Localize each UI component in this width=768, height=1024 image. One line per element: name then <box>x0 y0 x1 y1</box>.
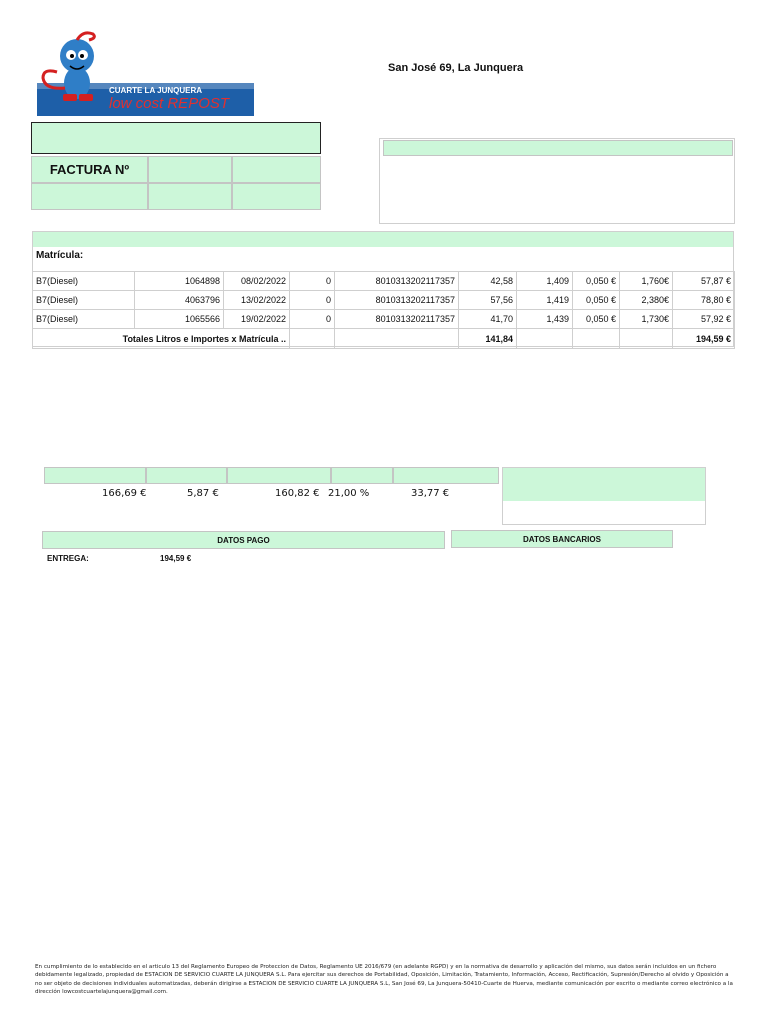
discount-cell: 0,050 € <box>573 272 620 291</box>
liters-cell: 57,56 <box>459 291 517 310</box>
unit-cell: 2,380€ <box>620 291 673 310</box>
entrega-value: 194,59 € <box>160 554 192 563</box>
tax-base-value: 166,69 € <box>102 488 147 499</box>
totals-label: Totales Litros e Importes x Matrícula .. <box>33 329 290 349</box>
ticket-cell: 1064898 <box>135 272 224 291</box>
legal-notice: En cumplimiento de lo establecido en el articulo 13 del Reglamento Europeo de Proteccion de Datos, Reglamento UE 2016/679 (en adelante RGPD) y en la normativa de desarrollo y aplicación del mismo, sus datos serán incluidos en un fichero debidamente legalizado, propiedad de ESTACION DE SERVICIO CUARTE LA JUNQUERA S.L. Para ejercitar sus derechos de Portabilidad, Oposición, Limitación, Tratamiento, Información, Acceso, Rectificación, Supresión/Derecho al olvido y Oposición a no ser objeto de decisiones individuales automatizadas, deberán dirigirse a ESTACION DE SERVICIO CUARTE LA JUNQUERA S.L, San José 69, La Junquera-50410-Cuarte de Huerva, mediante comunicación por escrito o mediante correo electrónico a la dirección lowcostcuartelajunquera@gmail.com. <box>35 964 733 996</box>
ticket-cell: 4063796 <box>135 291 224 310</box>
unit-cell: 1,730€ <box>620 310 673 329</box>
invoice-number-grid <box>31 156 321 210</box>
client-header-bar <box>383 140 733 156</box>
invoice-date-cell <box>232 156 321 183</box>
datos-bancarios-header: DATOS BANCARIOS <box>451 530 673 548</box>
discount-cell: 0,050 € <box>573 291 620 310</box>
zero-cell: 0 <box>290 310 335 329</box>
totals-liters: 141,84 <box>459 329 517 349</box>
price-cell: 1,409 <box>517 272 573 291</box>
table-row <box>33 310 735 329</box>
table-row <box>33 291 735 310</box>
tax-rate-value: 21,00 % <box>328 488 370 499</box>
tax-amount-value: 33,77 € <box>411 488 450 499</box>
logo-line2: low cost REPOST <box>109 95 230 112</box>
empty-cell <box>335 329 459 349</box>
empty-cell <box>573 329 620 349</box>
datos-pago-header: DATOS PAGO <box>42 531 445 549</box>
tax-header-bar <box>44 467 499 484</box>
amount-cell: 57,92 € <box>673 310 735 329</box>
tax-header-cell <box>146 467 227 484</box>
total-header-bar <box>503 468 705 501</box>
header-box <box>31 122 321 154</box>
zero-cell: 0 <box>290 291 335 310</box>
liters-cell: 41,70 <box>459 310 517 329</box>
tax-header-cell <box>331 467 393 484</box>
tax-net-value: 160,82 € <box>275 488 320 499</box>
invoice-number-cell <box>148 156 232 183</box>
date-cell: 08/02/2022 <box>224 272 290 291</box>
matricula-label: Matrícula: <box>36 250 84 261</box>
amount-cell: 57,87 € <box>673 272 735 291</box>
logo-line1: CUARTE LA JUNQUERA <box>109 86 203 95</box>
tax-discount-value: 5,87 € <box>187 488 219 499</box>
entrega-label: ENTREGA: <box>47 554 89 563</box>
date-cell: 13/02/2022 <box>224 291 290 310</box>
ticket-cell: 1065566 <box>135 310 224 329</box>
price-cell: 1,419 <box>517 291 573 310</box>
company-logo <box>37 28 254 116</box>
card-cell: 8010313202117357 <box>335 272 459 291</box>
empty-cell <box>290 329 335 349</box>
tax-header-cell <box>393 467 499 484</box>
unit-cell: 1,760€ <box>620 272 673 291</box>
invoice-value-cell <box>148 183 232 210</box>
lines-table <box>32 271 735 349</box>
empty-cell <box>517 329 573 349</box>
tax-header-cell <box>44 467 146 484</box>
tax-values <box>44 488 499 502</box>
product-cell: B7(Diesel) <box>33 291 135 310</box>
card-cell: 8010313202117357 <box>335 291 459 310</box>
date-cell: 19/02/2022 <box>224 310 290 329</box>
card-cell: 8010313202117357 <box>335 310 459 329</box>
totals-amount: 194,59 € <box>673 329 735 349</box>
table-row <box>33 272 735 291</box>
amount-cell: 78,80 € <box>673 291 735 310</box>
price-cell: 1,439 <box>517 310 573 329</box>
invoice-label: FACTURA Nº <box>31 156 148 183</box>
invoice-value-cell <box>232 183 321 210</box>
liters-cell: 42,58 <box>459 272 517 291</box>
tax-header-cell <box>227 467 331 484</box>
empty-cell <box>620 329 673 349</box>
totals-row <box>33 329 735 349</box>
product-cell: B7(Diesel) <box>33 272 135 291</box>
lines-header-bar <box>33 232 733 247</box>
discount-cell: 0,050 € <box>573 310 620 329</box>
zero-cell: 0 <box>290 272 335 291</box>
product-cell: B7(Diesel) <box>33 310 135 329</box>
company-address: San José 69, La Junquera <box>388 62 524 74</box>
invoice-value-cell <box>31 183 148 210</box>
